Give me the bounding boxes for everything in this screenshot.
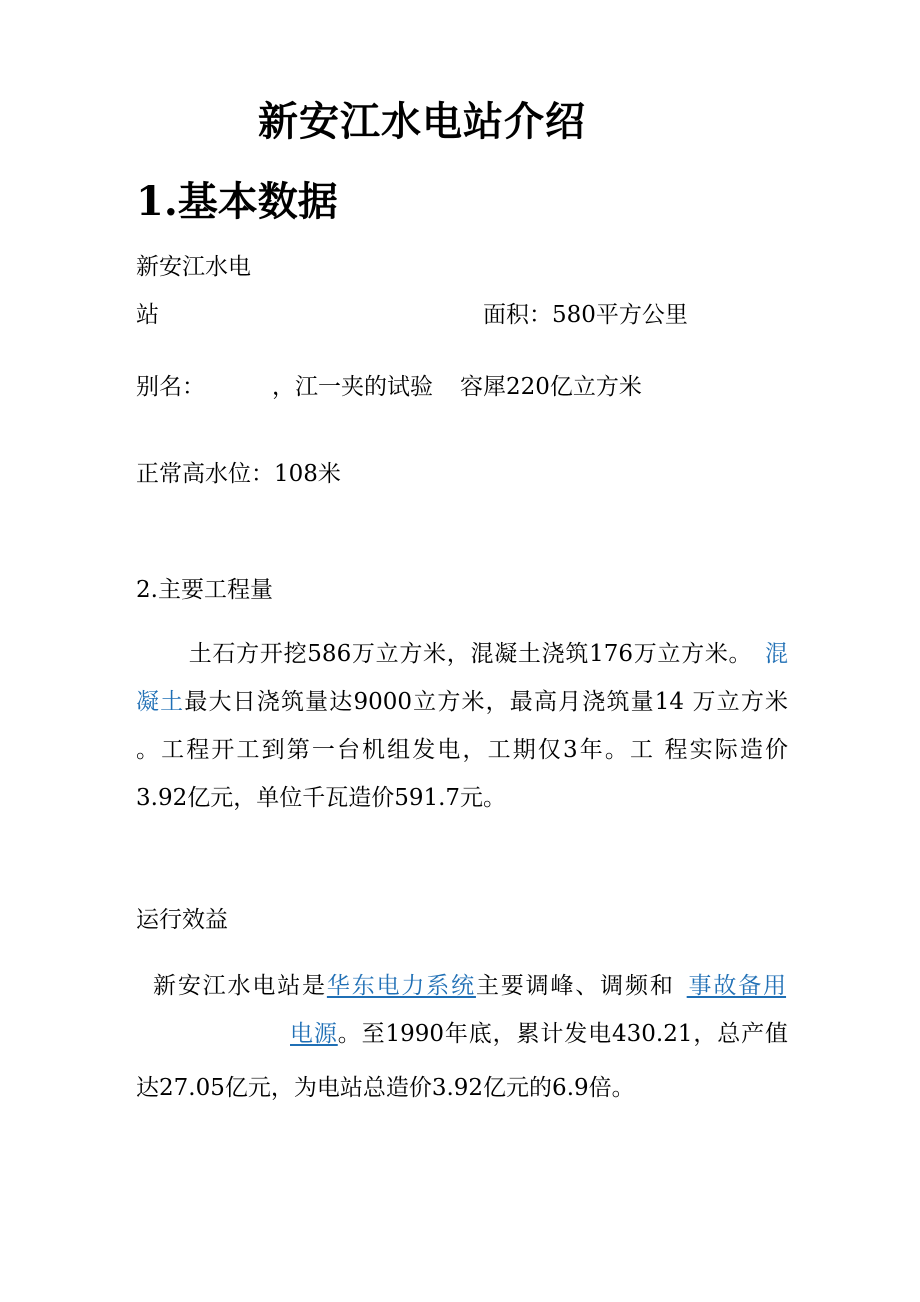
benefits-text-1: 新安江水电站是: [153, 973, 327, 999]
quantities-paragraph-line3: 。工程开工到第一台机组发电，工期仅3年。工 程实际造价: [136, 737, 788, 763]
quantities-paragraph-line2: [136, 678, 788, 726]
section-heading-benefits: 运行效益: [136, 907, 228, 933]
east-china-grid-link[interactable]: 华东电力系统: [326, 973, 476, 999]
benefits-paragraph-line3: 达27.05亿元，为电站总造价3.92亿元的6.9倍。: [136, 1075, 635, 1101]
normal-water-level: 正常高水位：108米: [136, 461, 341, 487]
section-heading-main-quantities: 2.主要工程量: [136, 577, 273, 603]
quantities-text-1: 土石方开挖586万立方米，混凝土浇筑176万立方米。: [188, 641, 753, 667]
quantities-paragraph-line1: [136, 630, 788, 678]
emergency-reserve-link-part2[interactable]: 电源: [290, 1021, 338, 1047]
benefits-text-2: 主要调峰、调频和: [475, 973, 675, 999]
station-name-line2: 站: [136, 302, 159, 328]
station-name-line1: 新安江水电: [136, 254, 251, 280]
benefits-text-3: 。至1990年底，累计发电430.21，总产值: [337, 1021, 788, 1047]
area-value: 面积：580平方公里: [483, 302, 688, 328]
benefits-paragraph-line1: [153, 962, 786, 1010]
alias-label: 别名：: [136, 374, 205, 400]
emergency-reserve-link-part1[interactable]: 事故备用: [686, 973, 787, 999]
concrete-link-part1[interactable]: 混: [764, 641, 788, 667]
benefits-paragraph-line2: [290, 1010, 788, 1058]
section-heading-basic-data: 1.基本数据: [136, 178, 338, 225]
document-title: 新安江水电站介绍: [258, 98, 586, 145]
alias-value: ，江一夹的试验: [272, 374, 433, 400]
quantities-paragraph-line4: 3.92亿元，单位千瓦造价591.7元。: [136, 785, 507, 811]
concrete-link-part2[interactable]: 凝土: [136, 689, 185, 715]
quantities-text-2: 最大日浇筑量达9000立方米，最高月浇筑量14 万立方米: [184, 689, 788, 715]
capacity-value: 容犀220亿立方米: [460, 374, 642, 400]
